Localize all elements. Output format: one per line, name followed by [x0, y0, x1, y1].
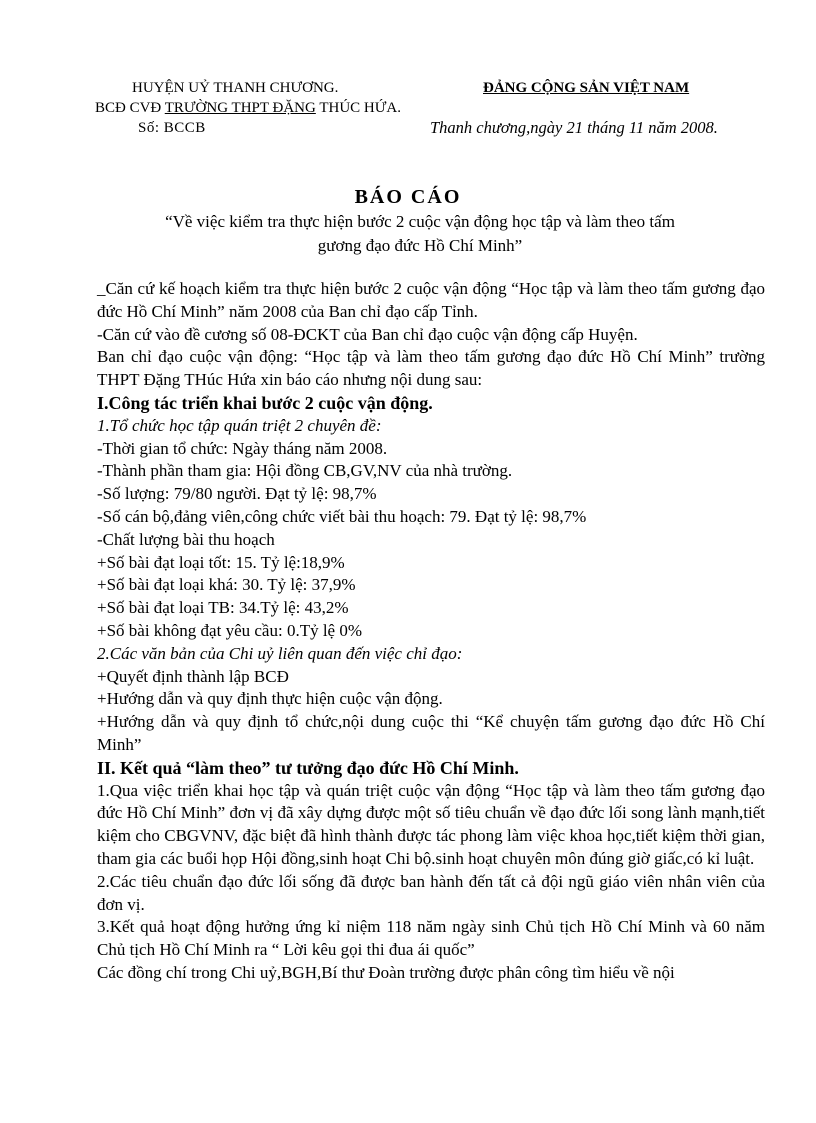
party-name: ĐẢNG CỘNG SẢN VIỆT NAM — [483, 80, 690, 96]
issuer-block — [95, 78, 425, 138]
list-item: +Số bài đạt loại TB: 34.Tỷ lệ: 43,2% — [97, 598, 349, 618]
list-item: +Hướng dẫn và quy định thực hiện cuộc vận động. — [97, 689, 443, 709]
section-heading: I.Công tác triển khai bước 2 cuộc vận động. — [97, 392, 433, 413]
paragraph: -Căn cứ vào đề cương số 08-ĐCKT của Ban chỉ đạo cuộc vận động cấp Huyện. — [97, 324, 638, 344]
paragraph: -Thời gian tổ chức: Ngày tháng năm 2008. — [97, 438, 388, 458]
paragraph: -Số cán bộ,đảng viên,công chức viết bài thu hoạch: 79. Đạt tỷ lệ: 98,7% — [97, 506, 587, 526]
national-header — [428, 78, 758, 138]
section-heading: II. Kết quả “làm theo” tư tưởng đạo đức Hồ Chí Minh. — [97, 757, 519, 778]
paragraph: -Thành phần tham gia: Hội đồng CB,GV,NV của nhà trường. — [97, 461, 513, 481]
report-title: BÁO CÁO — [354, 186, 462, 208]
list-item: +Số bài đạt loại tốt: 15. Tỷ lệ:18,9% — [97, 552, 345, 572]
list-item: +Hướng dẫn và quy định tổ chức,nội dung cuộc thi “Kể chuyện tấm gương đạo đức Hồ Chí Minh” — [97, 712, 765, 754]
paragraph: _Căn cứ kế hoạch kiểm tra thực hiện bước 2 cuộc vận động “Học tập và làm theo tấm gương đạo đức Hồ Chí Minh” năm 2008 của Ban chỉ đạo cấp Tỉnh. — [97, 279, 765, 321]
party-committee-name: HUYỆN UỶ THANH CHƯƠNG. — [132, 80, 339, 96]
place-date: Thanh chương,ngày 21 tháng 11 năm 2008. — [430, 118, 718, 137]
paragraph: -Số lượng: 79/80 người. Đạt tỷ lệ: 98,7% — [97, 484, 377, 504]
paragraph: 3.Kết quả hoạt động hưởng ứng kỉ niệm 118 năm ngày sinh Chủ tịch Hồ Chí Minh và 60 năm Chủ tịch Hồ Chí Minh ra “ Lời kêu gọi thi đua ái quốc” — [97, 917, 765, 960]
document-number: Số: BCCB — [138, 120, 206, 136]
list-item: +Số bài đạt loại khá: 30. Tỷ lệ: 37,9% — [97, 575, 356, 595]
report-subtitle: “Về việc kiểm tra thực hiện bước 2 cuộc vận động học tập và làm theo tấm gương đạo đức Hồ Chí Minh” — [165, 212, 675, 255]
list-item: +Số bài không đạt yêu cầu: 0.Tỷ lệ 0% — [97, 620, 363, 640]
subsection-heading: 2.Các văn bản của Chi uỷ liên quan đến việc chỉ đạo: — [97, 643, 463, 663]
paragraph: 1.Qua việc triển khai học tập và quán triệt cuộc vận động “Học tập và làm theo tấm gương đạo đức Hồ Chí Minh” đơn vị đã xây dựng được một số tiêu chuẩn về đạo đức lối song lành mạnh,tiết kiệm cho CBGVNV, đặc biệt đã hình thành được tác phong làm việc khoa học,tiết kiệm thời gian, tham gia các buổi họp Hội đồng,sinh hoạt Chi bộ.sinh hoạt chuyên môn đúng giờ giấc,có kỉ luật. — [97, 780, 765, 868]
paragraph: 2.Các tiêu chuẩn đạo đức lối sống đã được ban hành đến tất cả đội ngũ giáo viên nhân viên của đơn vị. — [97, 871, 765, 914]
list-item: +Quyết định thành lập BCĐ — [97, 666, 289, 686]
report-body — [97, 278, 765, 985]
subsection-heading: 1.Tổ chức học tập quán triệt 2 chuyên đề: — [97, 415, 382, 435]
paragraph: -Chất lượng bài thu hoạch — [97, 529, 275, 549]
paragraph: Các đồng chí trong Chi uỷ,BGH,Bí thư Đoàn trường được phân công tìm hiểu về nội — [97, 962, 675, 982]
paragraph: Ban chỉ đạo cuộc vận động: “Học tập và làm theo tấm gương đạo đức Hồ Chí Minh” trường THPT Đặng THúc Hứa xin báo cáo nhưng nội dung sau: — [97, 347, 765, 390]
steering-committee-name: BCĐ CVĐ TRƯỜNG THPT ĐẶNG THÚC HỨA. — [95, 100, 401, 116]
